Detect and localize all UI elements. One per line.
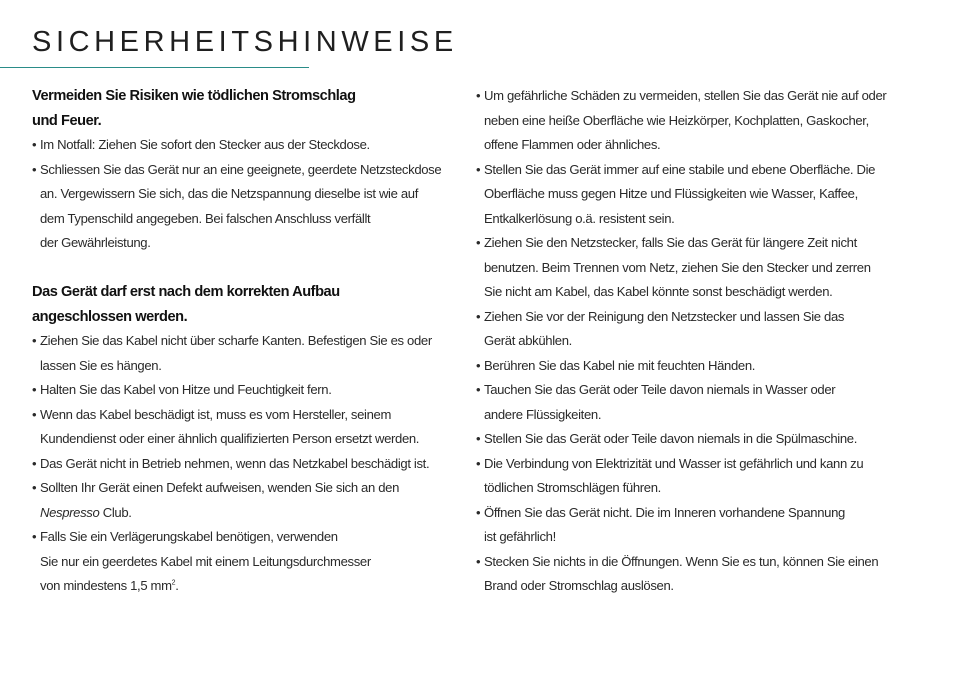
item-line [40, 574, 457, 599]
item-line: tödlichen Stromschlägen führen. [484, 480, 661, 495]
section-heading-risks [32, 84, 457, 133]
list-item [476, 305, 906, 354]
list-item [32, 403, 457, 452]
item-line: • Ziehen Sie das Kabel nicht über scharfe Kanten. Befestigen Sie es oder [40, 333, 432, 348]
section-heading-setup [32, 280, 457, 329]
item-line: • Tauchen Sie das Gerät oder Teile davon niemals in Wasser oder [484, 382, 836, 397]
bullet-list-setup [32, 329, 457, 599]
item-line: • Ziehen Sie den Netzstecker, falls Sie das Gerät für längere Zeit nicht [484, 235, 857, 250]
item-line: dem Typenschild angegeben. Bei falschen Anschluss verfällt [40, 210, 371, 226]
item-line: der Gewährleistung. [40, 235, 151, 250]
heading-line: Das Gerät darf erst nach dem korrekten Aufbau [32, 284, 340, 300]
item-line: • Die Verbindung von Elektrizität und Wasser ist gefährlich und kann zu [484, 455, 864, 471]
item-line: Sie nur ein geerdetes Kabel mit einem Leitungsdurchmesser [40, 553, 371, 569]
item-line: an. Vergewissern Sie sich, das die Netzspannung dieselbe ist wie auf [40, 186, 418, 201]
item-line: neben eine heiße Oberfläche wie Heizkörper, Kochplatten, Gaskocher, [484, 112, 869, 128]
bullet-list-handling [476, 84, 906, 599]
list-item [476, 452, 906, 501]
list-item [476, 501, 906, 550]
list-item [476, 354, 906, 379]
heading-line: und Feuer. [32, 112, 102, 129]
list-item [476, 550, 906, 599]
item-line: Entkalkerlösung o.ä. resistent sein. [484, 210, 675, 226]
nespresso-brand: Nespresso [40, 504, 100, 520]
item-line: offene Flammen oder ähnliches. [484, 137, 661, 152]
right-column [476, 84, 906, 599]
list-item [32, 158, 457, 256]
cable-last-line: von mindestens 1,5 mm [40, 578, 172, 593]
item-line: • Schliessen Sie das Gerät nur an eine geeignete, geerdete Netzsteckdose [40, 161, 442, 177]
item-line: • Öffnen Sie das Gerät nicht. Die im Inneren vorhandene Spannung [484, 504, 845, 520]
item-line: • Stecken Sie nichts in die Öffnungen. Wenn Sie es tun, können Sie einen [484, 553, 879, 569]
item-line: • Das Gerät nicht in Betrieb nehmen, wenn das Netzkabel beschädigt ist. [40, 455, 430, 471]
item-line: Sie nicht am Kabel, das Kabel könnte sonst beschädigt werden. [484, 284, 833, 299]
item-line: Oberfläche muss gegen Hitze und Flüssigkeiten wie Wasser, Kaffee, [484, 186, 858, 201]
cable-end: . [175, 578, 179, 593]
item-line: • Stellen Sie das Gerät oder Teile davon niemals in die Spülmaschine. [484, 431, 857, 446]
list-item [32, 133, 457, 158]
list-item [32, 525, 457, 599]
section-spacer [32, 256, 457, 281]
item-line [40, 501, 457, 526]
list-item [476, 378, 906, 427]
list-item [32, 476, 457, 525]
item-line: ist gefährlich! [484, 529, 556, 544]
superscript-2: 2 [171, 579, 176, 587]
item-line: Gerät abkühlen. [484, 333, 572, 348]
item-line: • Falls Sie ein Verlägerungskabel benötigen, verwenden [40, 529, 338, 544]
item-line: lassen Sie es hängen. [40, 357, 162, 373]
list-item [32, 378, 457, 403]
item-line: • Halten Sie das Kabel von Hitze und Feuchtigkeit fern. [40, 382, 332, 397]
item-line: • Ziehen Sie vor der Reinigung den Netzstecker und lassen Sie das [484, 308, 845, 324]
list-item [476, 158, 906, 232]
item-line: • Im Notfall: Ziehen Sie sofort den Stecker aus der Steckdose. [40, 137, 370, 152]
item-line: • Wenn das Kabel beschädigt ist, muss es vom Hersteller, seinem [40, 406, 392, 422]
list-item [32, 452, 457, 477]
item-line: Kundendienst oder einer ähnlich qualifizierten Person ersetzt werden. [40, 431, 420, 446]
list-item [476, 84, 906, 158]
item-line: Brand oder Stromschlag auslösen. [484, 578, 674, 593]
item-line: • Um gefährliche Schäden zu vermeiden, stellen Sie das Gerät nie auf oder [484, 88, 887, 103]
list-item [476, 231, 906, 305]
item-line: • Berühren Sie das Kabel nie mit feuchten Händen. [484, 357, 756, 373]
item-line: • Stellen Sie das Gerät immer auf eine stabile und ebene Oberfläche. Die [484, 161, 876, 177]
list-item [476, 427, 906, 452]
heading-line: Vermeiden Sie Risiken wie tödlichen Stromschlag [32, 88, 356, 104]
nespresso-suffix: Club. [99, 504, 132, 520]
item-line: • Sollten Ihr Gerät einen Defekt aufweisen, wenden Sie sich an den [40, 480, 400, 495]
left-column [32, 84, 457, 599]
item-line: andere Flüssigkeiten. [484, 406, 602, 422]
title-divider [0, 67, 309, 68]
bullet-list-risks [32, 133, 457, 256]
item-line: benutzen. Beim Trennen vom Netz, ziehen Sie den Stecker und zerren [484, 259, 871, 275]
list-item [32, 329, 457, 378]
heading-line: angeschlossen werden. [32, 308, 188, 325]
page-title: SICHERHEITSHINWEISE [32, 26, 458, 58]
